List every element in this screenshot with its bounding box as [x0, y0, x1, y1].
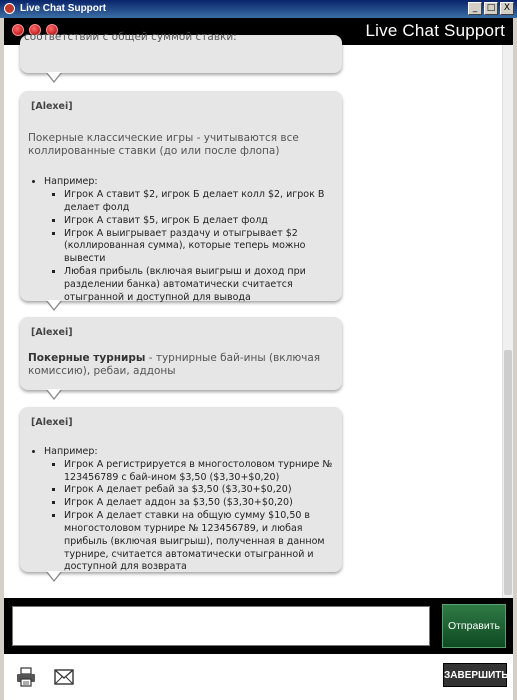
- scrollbar-thumb[interactable]: [504, 350, 512, 595]
- list-item: [44, 446, 334, 574]
- maximize-button[interactable]: □: [484, 2, 498, 15]
- chat-transcript[interactable]: [4, 31, 513, 598]
- send-button[interactable]: Отправить: [442, 604, 506, 648]
- chat-message: [20, 31, 342, 73]
- intro-rest: - турнирные бай-ины (включая комиссию), ребаи, аддоны: [28, 352, 321, 378]
- message-intro: Покерные классические игры - учитываются все коллированные ставки (до или после флопа): [28, 132, 299, 158]
- poker-chip-icon: [12, 24, 24, 36]
- message-sender: [Alexei]: [31, 327, 73, 338]
- list-item: ▪ Игрок А делает ставки на общую сумму $10,50 в многостоловом турнире № 123456789, и любая прибыль (включая выигрыш), полученная в данном турнире, считается автоматически отыгранной и доступной для возврата: [64, 510, 334, 574]
- chat-message: [20, 91, 342, 301]
- list-item: ▪ Любая прибыль (включая выигрыш и доход при разделении банка) автоматически считается отыгранной и доступной для вывода: [64, 266, 334, 304]
- chat-message: [20, 407, 342, 572]
- window-title: Live Chat Support: [20, 3, 107, 14]
- list-heading: Например:: [44, 176, 98, 188]
- list-item: ▪ Игрок А делает ребай за $3,50 ($3,30+$0,20): [64, 484, 334, 497]
- list-heading: Например:: [44, 446, 98, 457]
- message-fragment: соответствии с общей суммой ставки:: [24, 31, 237, 43]
- footer-toolbar: [4, 654, 513, 700]
- chat-message: [20, 317, 342, 390]
- bubble-tail: [46, 301, 62, 311]
- scrollbar-track[interactable]: [502, 45, 513, 598]
- message-input[interactable]: [12, 606, 430, 646]
- list-item: ▪ Игрок А делает аддон за $3,50 ($3,30+$0,20): [64, 497, 334, 510]
- bubble-tail: [46, 73, 62, 83]
- message-intro: [28, 352, 334, 378]
- close-button[interactable]: X: [500, 2, 514, 15]
- app-icon: [4, 3, 15, 14]
- printer-icon[interactable]: [16, 667, 36, 687]
- mail-icon[interactable]: [54, 669, 74, 685]
- list-item: ▪ Игрок А ставит $2, игрок Б делает колл $2, игрок В делает фолд: [64, 189, 334, 215]
- list-item: ▪ Игрок А выигрывает раздачу и отыгрывает $2 (коллированная сумма), которые теперь можно вывести: [64, 228, 334, 266]
- list-item: ▪ Игрок А ставит $5, игрок Б делает фолд: [64, 215, 334, 228]
- header-title: Live Chat Support: [365, 21, 505, 40]
- message-sender: [Alexei]: [31, 417, 73, 428]
- list-item: ▪ Игрок А регистрируется в многостоловом турнире № 123456789 с бай-ином $3,50 ($3,30+$0,20): [64, 459, 334, 485]
- finish-chat-button[interactable]: ЗАВЕРШИТЬ: [443, 663, 507, 687]
- list-item: [44, 176, 334, 304]
- intro-bold: Покерные турниры: [28, 352, 146, 364]
- window-titlebar: [0, 0, 517, 18]
- bubble-tail: [46, 390, 62, 400]
- bubble-tail: [46, 572, 62, 582]
- message-sender: [Alexei]: [31, 101, 73, 112]
- minimize-button[interactable]: _: [468, 2, 482, 15]
- composer: [4, 598, 513, 654]
